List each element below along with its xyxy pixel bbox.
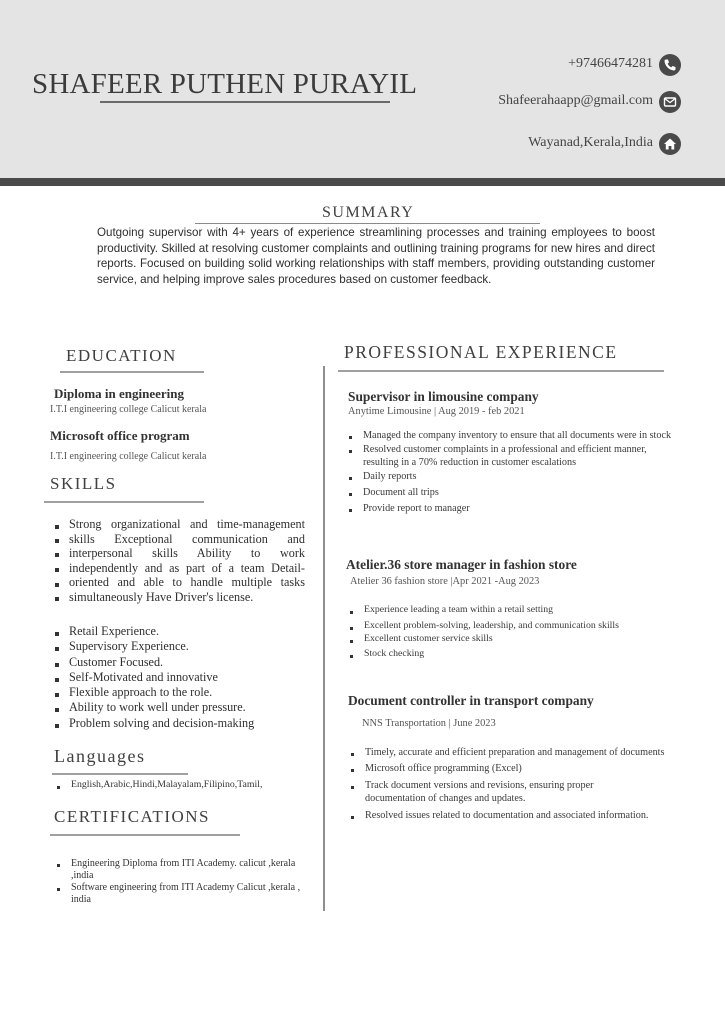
bullet-icon <box>349 436 352 439</box>
bullet-icon <box>57 864 60 867</box>
job-bullet <box>349 779 684 806</box>
email-address: Shafeerahaapp@gmail.com <box>498 93 653 108</box>
education-school: I.T.I engineering college Calicut kerala <box>50 451 207 462</box>
mail-icon <box>659 91 681 113</box>
skill-item <box>53 716 305 731</box>
bullet-icon <box>55 597 59 601</box>
skill-text: Retail Experience. <box>69 624 160 638</box>
job-bullet <box>347 502 677 515</box>
education-degree: Diploma in engineering <box>54 386 185 401</box>
bullet-icon <box>351 786 354 789</box>
job-bullets <box>349 746 684 822</box>
skills-heading: SKILLS <box>50 474 117 493</box>
skill-item <box>53 639 305 654</box>
bullet-icon <box>57 888 60 891</box>
bullet-icon <box>55 632 59 636</box>
job-title: Document controller in transport company <box>348 693 594 708</box>
bullet-icon <box>351 753 354 756</box>
job-bullet-text: Provide report to manager <box>363 503 470 514</box>
skill-text: Self-Motivated and innovative <box>69 669 218 684</box>
bullet-icon <box>55 663 59 667</box>
job-title: Atelier.36 store manager in fashion store <box>346 557 577 572</box>
certification-text: Engineering Diploma from ITI Academy. calicut ,kerala ,india <box>71 858 296 881</box>
job-bullet <box>348 633 638 645</box>
languages-rule <box>52 773 188 775</box>
bullet-icon <box>350 611 353 614</box>
name-underline <box>100 101 390 103</box>
language-item <box>55 779 315 790</box>
bullet-icon <box>55 647 59 651</box>
bullet-icon <box>55 693 59 697</box>
job-bullet <box>347 486 677 499</box>
phone-icon <box>659 54 681 76</box>
summary-text: Outgoing supervisor with 4+ years of experience streamlining processes and training employees to boost productivity. Skilled at resolving customer complaints and outlining training programs for new hires and direct reports. Focused on building solid working relationships with staff members, providing outstanding customer service, and helping improve sales procedures based on customer feedback. <box>97 226 655 286</box>
skill-item <box>53 670 305 685</box>
bullet-icon <box>55 583 59 587</box>
job-bullet-text: Timely, accurate and efficient preparation and management of documents <box>365 747 665 758</box>
job-bullet-text: Microsoft office programming (Excel) <box>365 763 522 775</box>
bullet-icon <box>55 525 59 529</box>
skills-intro-text: Strong organizational and time-management skills Exceptional communication and interpersonal skills Ability to work independently and as part of a team Detail-oriented and able to handle multiple tasks simultaneously Have Driver's license. <box>69 517 305 604</box>
job-bullet-text: Managed the company inventory to ensure that all documents were in stock <box>363 430 672 441</box>
skill-item <box>53 700 305 715</box>
skill-item <box>53 685 305 700</box>
job-bullets <box>348 604 638 660</box>
skill-text: Flexible approach to the role. <box>69 685 213 700</box>
bullet-icon <box>55 539 59 543</box>
bullet-icon <box>349 509 352 512</box>
bullet-icon <box>349 477 352 480</box>
job-company-dates: Atelier 36 fashion store |Apr 2021 -Aug 2023 <box>350 576 540 587</box>
education-rule <box>60 371 204 373</box>
bullet-icon <box>349 450 352 453</box>
skills-rule <box>44 501 204 503</box>
bullet-icon <box>55 708 59 712</box>
certifications-heading: CERTIFICATIONS <box>54 807 210 826</box>
bullet-icon <box>350 655 353 658</box>
languages-text: English,Arabic,Hindi,Malayalam,Filipino,Tamil, <box>71 779 263 790</box>
job-bullet-text: Stock checking <box>364 647 425 659</box>
job-bullet <box>347 429 677 442</box>
bullet-icon <box>55 553 59 557</box>
job-bullet <box>349 762 684 775</box>
job-bullet-text: Document all trips <box>363 487 439 498</box>
skills-intro-item <box>53 517 305 605</box>
phone-number: +97466474281 <box>568 56 653 71</box>
location: Wayanad,Kerala,India <box>528 135 653 150</box>
skills-list <box>53 517 305 605</box>
job-bullet <box>348 620 638 632</box>
languages-list <box>55 779 315 790</box>
bullet-icon <box>55 724 59 728</box>
job-bullet <box>348 648 638 660</box>
job-bullet-text: Daily reports <box>363 471 417 482</box>
bullet-icon <box>57 786 60 789</box>
certification-text: Software engineering from ITI Academy Calicut ,kerala , india <box>71 882 301 905</box>
languages-heading: Languages <box>54 746 146 766</box>
column-divider <box>323 366 325 911</box>
experience-heading: PROFESSIONAL EXPERIENCE <box>344 342 618 362</box>
bullet-icon <box>349 493 352 496</box>
job-bullet-text: Resolved customer complaints in a professional and efficient manner, resulting in a 70% reduction in customer escalations <box>363 444 647 468</box>
job-bullet-text: Track document versions and revisions, ensuring proper documentation of changes and updates. <box>365 779 594 805</box>
education-degree: Microsoft office program <box>50 428 190 443</box>
certification-item <box>55 882 305 905</box>
candidate-name: SHAFEER PUTHEN PURAYIL <box>32 68 418 100</box>
job-bullets <box>347 429 677 515</box>
skill-item <box>53 624 305 639</box>
bullet-icon <box>351 769 354 772</box>
certifications-list <box>55 858 305 905</box>
bullet-icon <box>350 627 353 630</box>
skill-text: Customer Focused. <box>69 654 164 669</box>
job-bullet-text: Resolved issues related to documentation and associated information. <box>365 809 649 821</box>
certifications-rule <box>50 834 240 836</box>
bullet-icon <box>55 568 59 572</box>
job-title: Supervisor in limousine company <box>348 389 539 404</box>
header-divider-bar <box>0 178 725 186</box>
skill-text: Supervisory Experience. <box>69 639 189 654</box>
experience-rule <box>338 370 664 372</box>
job-bullet-text: Excellent problem-solving, leadership, and communication skills <box>364 620 619 632</box>
summary-rule <box>195 223 540 224</box>
job-company-dates: Anytime Limousine | Aug 2019 - feb 2021 <box>348 406 525 417</box>
bullet-icon <box>55 678 59 682</box>
job-bullet <box>349 746 684 759</box>
job-bullet <box>347 470 677 483</box>
job-bullet-text: Experience leading a team within a retail setting <box>364 604 554 615</box>
job-bullet-text: Excellent customer service skills <box>364 633 493 645</box>
job-bullet <box>349 809 684 822</box>
bullet-icon <box>350 640 353 643</box>
skills-items <box>53 624 305 731</box>
education-school: I.T.I engineering college Calicut kerala <box>50 404 207 415</box>
skill-text: Problem solving and decision-making <box>69 715 255 730</box>
job-bullet <box>347 443 677 469</box>
education-heading: EDUCATION <box>66 346 177 365</box>
home-icon <box>659 133 681 155</box>
certification-item <box>55 858 305 881</box>
bullet-icon <box>351 816 354 819</box>
skill-text: Ability to work well under pressure. <box>69 700 246 715</box>
summary-heading: SUMMARY <box>322 204 415 221</box>
skill-item <box>53 655 305 670</box>
job-company-dates: NNS Transportation | June 2023 <box>362 718 496 729</box>
job-bullet <box>348 604 638 616</box>
